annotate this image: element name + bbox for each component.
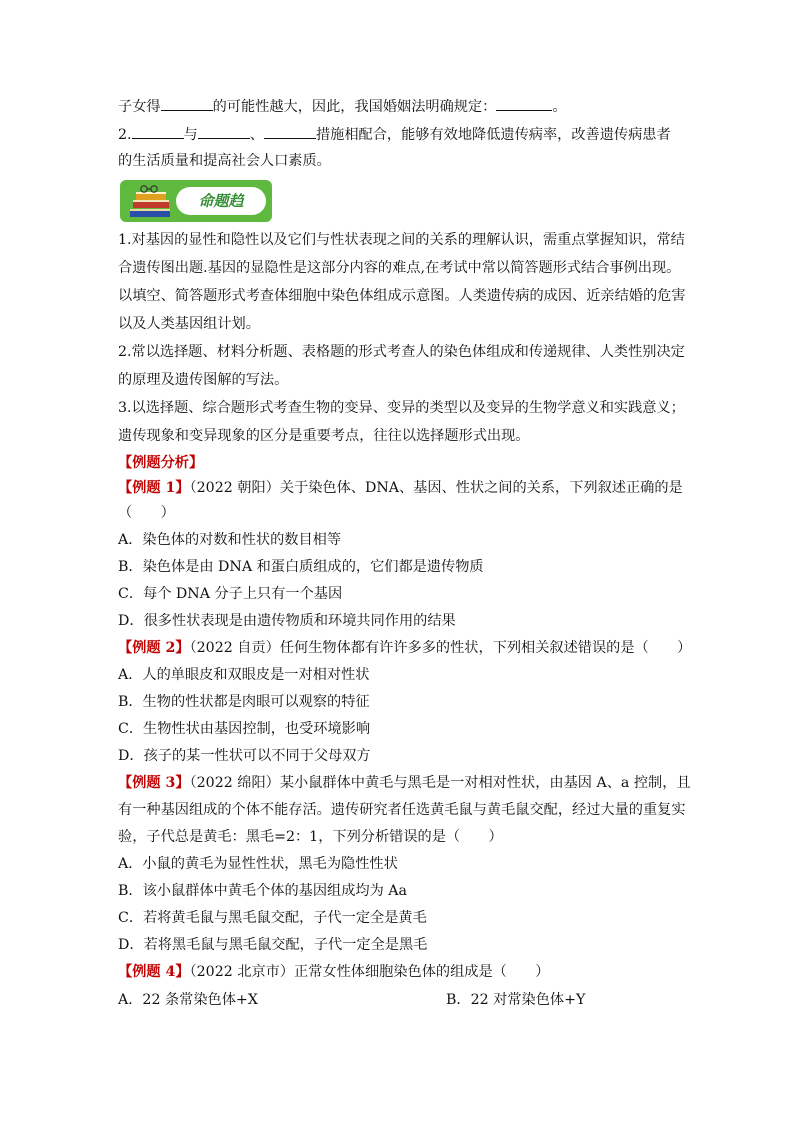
question-1-stem — [118, 478, 683, 498]
section-title: 【例题分析】 — [118, 455, 204, 471]
question-text: （2022 自贡）任何生物体都有许许多多的性状，下列相关叙述错误的是（ ） — [189, 640, 692, 656]
question-text: （2022 北京市）正常女性体细胞染色体的组成是（ ） — [189, 964, 550, 980]
question-3-stem-cont: 有一种基因组成的个体不能存活。遗传研究者任选黄毛鼠与黄毛鼠交配，经过大量的重复实 — [118, 802, 686, 818]
intro-text: 。 — [552, 99, 567, 115]
option-d: D．若将黑毛鼠与黑毛鼠交配，子代一定全是黑毛 — [118, 937, 428, 953]
trend-line: 遗传现象和变异现象的区分是重要考点，往往以选择题形式出现。 — [118, 428, 530, 444]
question-3-stem-cont: 验，子代总是黄毛：黑毛=2：1，下列分析错误的是（ ） — [118, 829, 503, 845]
fill-blank — [161, 95, 213, 111]
option-c: C．若将黄毛鼠与黑毛鼠交配，子代一定全是黄毛 — [118, 910, 427, 926]
answer-paren: （ ） — [118, 505, 175, 521]
question-tag: 【例题 2】 — [118, 640, 190, 656]
fill-blank — [198, 123, 250, 139]
option-a: A．染色体的对数和性状的数目相等 — [118, 532, 342, 548]
trend-line: 1.对基因的显性和隐性以及它们与性状表现之间的关系的理解认识，需重点掌握知识，常结 — [118, 232, 685, 248]
trend-line: 3.以选择题、综合题形式考查生物的变异、变异的类型以及变异的生物学意义和实践意义； — [118, 400, 685, 416]
trend-line: 以填空、简答题形式考查体细胞中染色体组成示意图。人类遗传病的成因、近亲结婚的危害 — [118, 288, 686, 304]
option-a: A．小鼠的黄毛为显性性状，黑毛为隐性性状 — [118, 856, 398, 872]
option-b: B．染色体是由 DNA 和蛋白质组成的，它们都是遗传物质 — [118, 559, 484, 575]
banner-label: 命题趋 — [176, 187, 266, 215]
question-text: （2022 绵阳）某小鼠群体中黄毛与黑毛是一对相对性状，由基因 A、a 控制，且 — [189, 775, 691, 791]
books-icon — [126, 183, 176, 221]
intro-text: 、 — [249, 127, 264, 143]
question-3-stem — [118, 773, 691, 793]
option-a: A．22 条常染色体+X — [118, 992, 258, 1008]
intro-line-3: 的生活质量和提高社会人口素质。 — [118, 153, 331, 169]
trend-line: 的原理及遗传图解的写法。 — [118, 372, 289, 388]
intro-text: 的可能性越大，因此，我国婚姻法明确规定： — [212, 99, 497, 115]
question-tag: 【例题 3】 — [118, 775, 190, 791]
option-d: D．很多性状表现是由遗传物质和环境共同作用的结果 — [118, 613, 456, 629]
intro-text: 措施相配合，能够有效地降低遗传病率，改善遗传病患者 — [315, 127, 671, 143]
question-2-stem — [118, 638, 691, 658]
question-tag: 【例题 4】 — [118, 964, 190, 980]
fill-blank — [132, 123, 184, 139]
fill-blank — [496, 95, 552, 111]
trend-line: 2.常以选择题、材料分析题、表格题的形式考查人的染色体组成和传递规律、人类性别决定 — [118, 344, 685, 360]
fill-blank — [264, 123, 316, 139]
option-c: C．生物性状由基因控制，也受环境影响 — [118, 721, 371, 737]
trend-banner — [120, 180, 272, 222]
option-b: B．该小鼠群体中黄毛个体的基因组成均为 Aa — [118, 883, 408, 899]
trend-line: 合遗传图出题.基因的显隐性是这部分内容的难点,在考试中常以简答题形式结合事例出现。 — [118, 260, 681, 276]
option-a: A．人的单眼皮和双眼皮是一对相对性状 — [118, 667, 370, 683]
option-c: C．每个 DNA 分子上只有一个基因 — [118, 586, 343, 602]
question-tag: 【例题 1】 — [118, 480, 190, 496]
intro-line-1 — [118, 95, 567, 117]
option-b: B．22 对常染色体+Y — [446, 992, 586, 1008]
intro-text: 2. — [118, 127, 132, 143]
option-b: B．生物的性状都是肉眼可以观察的特征 — [118, 694, 370, 710]
trend-line: 以及人类基因组计划。 — [118, 316, 260, 332]
question-text: （2022 朝阳）关于染色体、DNA、基因、性状之间的关系，下列叙述正确的是 — [189, 480, 683, 496]
intro-text: 子女得 — [118, 99, 161, 115]
intro-line-2 — [118, 123, 671, 145]
question-4-stem — [118, 962, 549, 982]
intro-text: 与 — [183, 127, 198, 143]
option-d: D．孩子的某一性状可以不同于父母双方 — [118, 748, 371, 764]
